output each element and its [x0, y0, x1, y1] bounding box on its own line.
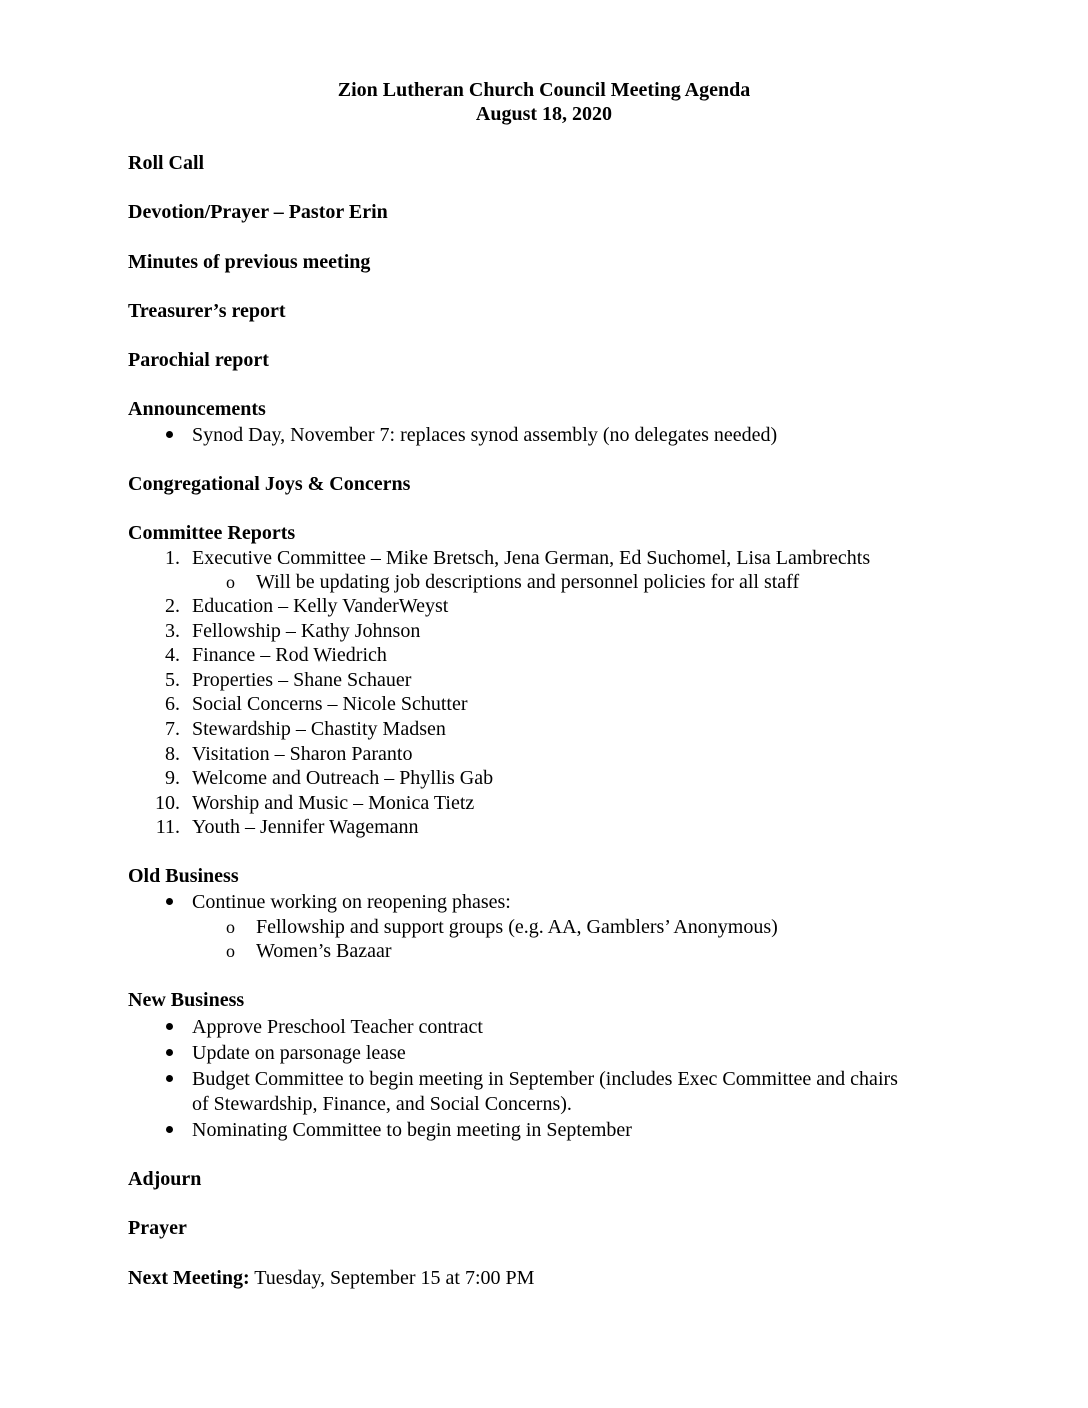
committee-item: Worship and Music – Monica Tietz: [192, 792, 475, 814]
heading-joys-concerns: Congregational Joys & Concerns: [128, 473, 411, 495]
new-business-item: Approve Preschool Teacher contract: [192, 1016, 483, 1038]
bullet-icon: [166, 1023, 173, 1030]
title-line-1: Zion Lutheran Church Council Meeting Agenda: [337, 79, 751, 101]
heading-adjourn: Adjourn: [128, 1168, 202, 1190]
committee-number: 8.: [165, 743, 180, 765]
title-date: August 18, 2020: [475, 103, 613, 125]
committee-subitem: Will be updating job descriptions and personnel policies for all staff: [256, 571, 800, 593]
committee-number: 10.: [155, 792, 180, 814]
heading-devotion: Devotion/Prayer – Pastor Erin: [128, 201, 388, 223]
heading-parochial: Parochial report: [128, 349, 269, 371]
heading-old-business: Old Business: [128, 865, 239, 887]
committee-number: 9.: [165, 767, 180, 789]
bullet-icon: [166, 898, 173, 905]
next-meeting-line: [128, 1266, 534, 1290]
document-title: [0, 78, 1088, 126]
heading-new-business: New Business: [128, 989, 245, 1011]
new-business-item: Update on parsonage lease: [192, 1042, 406, 1064]
committee-item: Education – Kelly VanderWeyst: [192, 595, 449, 617]
committee-item: Stewardship – Chastity Madsen: [192, 718, 446, 740]
committee-number: 1.: [165, 547, 180, 569]
committee-item: Fellowship – Kathy Johnson: [192, 620, 421, 642]
bullet-icon: [166, 1075, 173, 1082]
circle-bullet-icon: o: [226, 572, 235, 592]
new-business-item: Nominating Committee to begin meeting in September: [192, 1119, 632, 1141]
committee-number: 6.: [165, 693, 180, 715]
committee-number: 11.: [155, 816, 180, 838]
heading-prayer: Prayer: [128, 1217, 187, 1239]
committee-number: 7.: [165, 718, 180, 740]
bullet-icon: [166, 1126, 173, 1133]
old-business-item: Continue working on reopening phases:: [192, 891, 511, 913]
committee-number: 2.: [165, 595, 180, 617]
heading-committee-reports: Committee Reports: [128, 522, 296, 544]
committee-item: Youth – Jennifer Wagemann: [192, 816, 419, 838]
old-business-subitem: Women’s Bazaar: [256, 940, 392, 962]
committee-item: Welcome and Outreach – Phyllis Gab: [192, 767, 494, 789]
circle-bullet-icon: o: [226, 917, 235, 937]
committee-item: Visitation – Sharon Paranto: [192, 743, 413, 765]
committee-item: Finance – Rod Wiedrich: [192, 644, 387, 666]
heading-announcements: Announcements: [128, 398, 266, 420]
heading-minutes: Minutes of previous meeting: [128, 251, 371, 273]
committee-item: Social Concerns – Nicole Schutter: [192, 693, 468, 715]
bullet-icon: [166, 431, 173, 438]
committee-item: Properties – Shane Schauer: [192, 669, 412, 691]
heading-roll-call: Roll Call: [128, 152, 205, 174]
announcement-item: Synod Day, November 7: replaces synod assembly (no delegates needed): [192, 424, 778, 446]
next-meeting-label: Next Meeting:: [128, 1267, 250, 1289]
heading-treasurer: Treasurer’s report: [128, 300, 286, 322]
next-meeting-value: Tuesday, September 15 at 7:00 PM: [249, 1267, 535, 1289]
committee-number: 4.: [165, 644, 180, 666]
committee-number: 5.: [165, 669, 180, 691]
old-business-subitem: Fellowship and support groups (e.g. AA, Gamblers’ Anonymous): [256, 916, 778, 938]
circle-bullet-icon: o: [226, 941, 235, 961]
committee-number: 3.: [165, 620, 180, 642]
new-business-item: Budget Committee to begin meeting in September (includes Exec Committee and chairs: [192, 1068, 898, 1090]
new-business-item-continued: of Stewardship, Finance, and Social Concerns).: [192, 1093, 572, 1115]
committee-item: Executive Committee – Mike Bretsch, Jena German, Ed Suchomel, Lisa Lambrechts: [192, 547, 871, 569]
bullet-icon: [166, 1049, 173, 1056]
